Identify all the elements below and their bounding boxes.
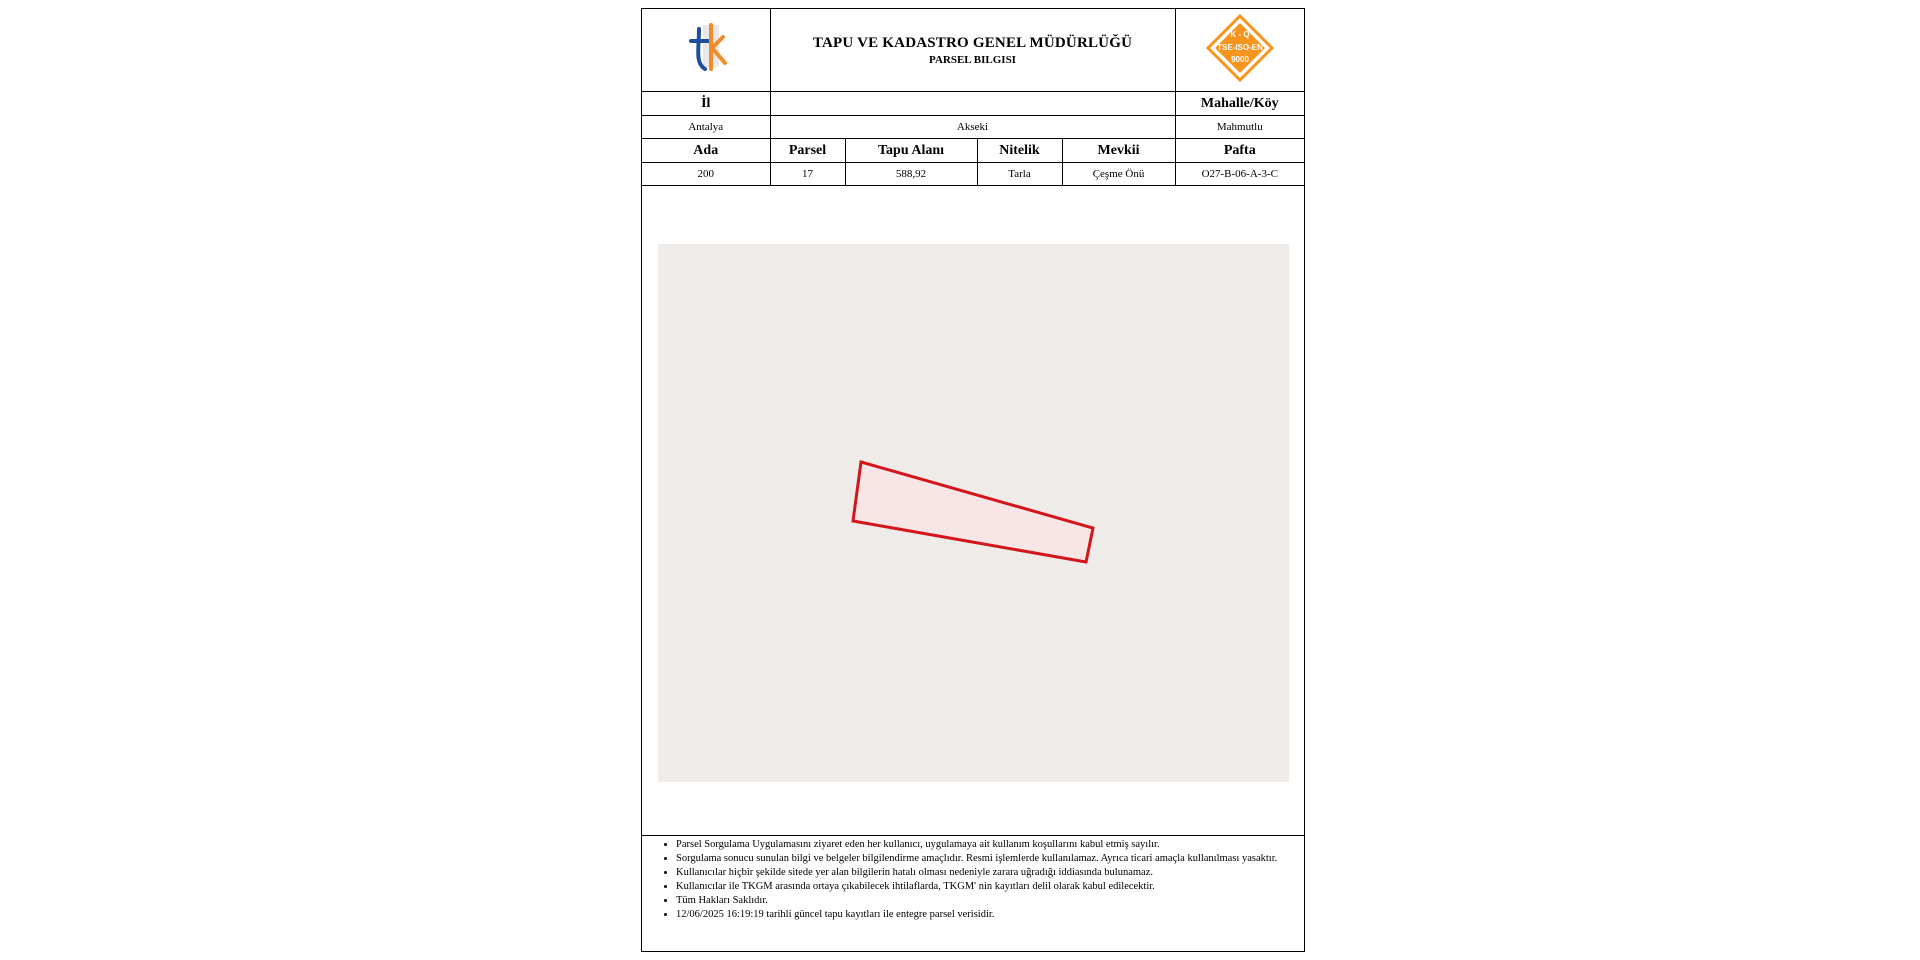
mevkii-value: Çeşme Önü xyxy=(1062,163,1175,186)
parcel-info-document xyxy=(641,8,1305,952)
parsel-value: 17 xyxy=(770,163,845,186)
tse-logo-cell xyxy=(1175,9,1304,92)
pafta-header: Pafta xyxy=(1175,139,1304,163)
ada-header: Ada xyxy=(642,139,770,163)
mevkii-header: Mevkii xyxy=(1062,139,1175,163)
note-item: • Sorgulama sonucu sunulan bilgi ve belgeler bilgilendirme amaçlıdır. Resmi işlemlerde kullanılamaz. Ayrıca ticari amaçla kullanılması yasaktır. xyxy=(676,853,1304,865)
ilce-label xyxy=(770,92,1175,116)
parcel-map[interactable] xyxy=(658,244,1289,782)
notes-list xyxy=(642,839,1304,921)
parcel-value-row xyxy=(642,163,1304,186)
parcel-header-row xyxy=(642,139,1304,163)
title-cell xyxy=(770,9,1175,92)
note-item: • Kullanıcılar hiçbir şekilde sitede yer alan bilgilerin hatalı olması nedeniyle zarara uğradığı iddiasında bulunamaz. xyxy=(676,867,1304,879)
note-item: • Parsel Sorgulama Uygulamasını ziyaret eden her kullanıcı, uygulamaya ait kullanım koşullarını kabul etmiş sayılır. xyxy=(676,839,1304,851)
parcel-polygon xyxy=(853,462,1093,562)
note-item: • Tüm Hakları Saklıdır. xyxy=(676,895,1304,907)
il-label: İl xyxy=(642,92,770,116)
tse-badge-text: 9000 xyxy=(1230,54,1249,64)
tse-iso-badge-icon xyxy=(1205,13,1275,83)
document-title: TAPU VE KADASTRO GENEL MÜDÜRLÜĞÜ xyxy=(812,34,1133,51)
document-subtitle: PARSEL BILGISI xyxy=(929,53,1016,66)
ilce-value: Akseki xyxy=(770,116,1175,139)
parsel-header: Parsel xyxy=(770,139,845,163)
note-item: • Kullanıcılar ile TKGM arasında ortaya çıkabilecek ihtilaflarda, TKGM' nin kayıtları delil olarak kabul edilecektir. xyxy=(676,881,1304,893)
tse-badge-text: TSE-ISO-EN xyxy=(1216,42,1263,52)
nitelik-value: Tarla xyxy=(977,163,1062,186)
pafta-value: O27-B-06-A-3-C xyxy=(1175,163,1304,186)
tkgm-logo-icon xyxy=(681,19,731,77)
parcel-map-canvas xyxy=(658,244,1289,782)
note-item: • 12/06/2025 16:19:19 tarihli güncel tapu kayıtları ile entegre parsel verisidir. xyxy=(676,909,1304,921)
nitelik-header: Nitelik xyxy=(977,139,1062,163)
tse-badge-text: K - Q xyxy=(1230,29,1250,39)
il-value: Antalya xyxy=(642,116,770,139)
header-table xyxy=(642,9,1304,186)
disclaimer-notes xyxy=(642,835,1304,951)
ada-value: 200 xyxy=(642,163,770,186)
tapu-alani-value: 588,92 xyxy=(845,163,977,186)
mahalle-label: Mahalle/Köy xyxy=(1175,92,1304,116)
tkgm-logo-cell xyxy=(642,9,770,92)
tapu-alani-header: Tapu Alanı xyxy=(845,139,977,163)
mahalle-value: Mahmutlu xyxy=(1175,116,1304,139)
